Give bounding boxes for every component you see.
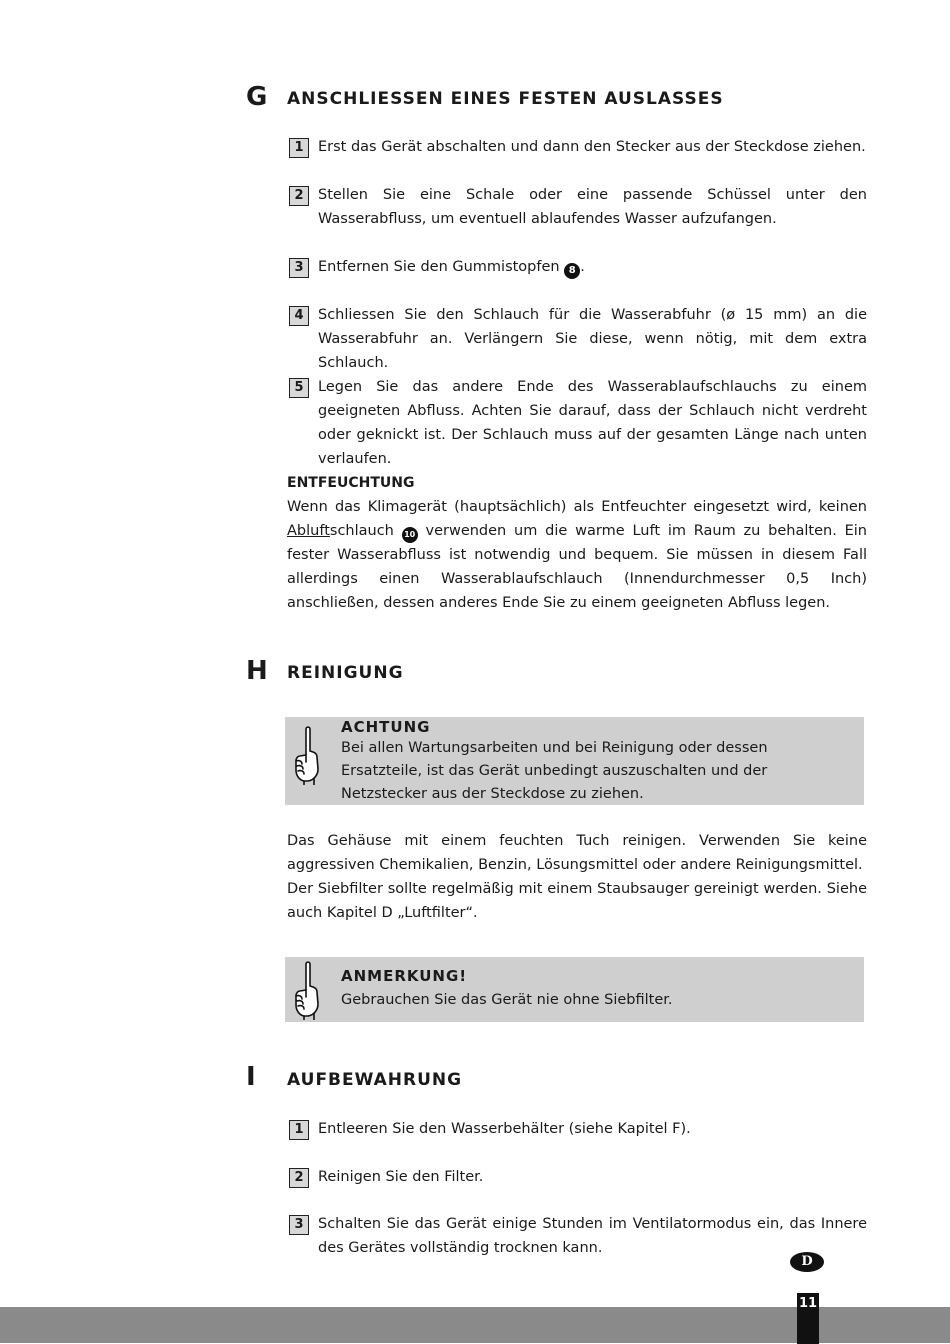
section-i-step-1 (289, 1120, 867, 1141)
section-g-step-3 (289, 258, 867, 279)
note-box (285, 957, 864, 1022)
dehum-text-before: Wenn das Klimagerät (hauptsächlich) als Entfeuchter eingesetzt wird, keinen (287, 499, 867, 515)
reference-number-10: 10 (402, 527, 418, 543)
step-text: Schalten Sie das Gerät einige Stunden im Ventilatormodus ein, das Innere des Gerätes vollständig trocknen kann. (318, 1216, 867, 1256)
dehum-text-mid: schlauch (329, 523, 402, 539)
section-g-title: ANSCHLIESSEN EINES FESTEN AUSLASSES (287, 89, 724, 109)
section-g-step-2 (289, 186, 867, 231)
section-i-title: AUFBEWAHRUNG (287, 1070, 463, 1090)
step-number: 5 (289, 378, 309, 398)
step-number: 3 (289, 258, 309, 278)
cleaning-paragraph-2: Der Siebfilter sollte regelmäßig mit einem Staubsauger gereinigt werden. Siehe auch Kapitel D „Luftfilter“. (287, 881, 867, 921)
note-title: ANMERKUNG! (341, 967, 468, 985)
section-i-step-2 (289, 1168, 867, 1189)
section-h-letter: H (246, 656, 268, 686)
cleaning-paragraph-1: Das Gehäuse mit einem feuchten Tuch reinigen. Verwenden Sie keine aggressiven Chemikalien, Benzin, Lösungsmittel oder andere Reinigungsmittel. (287, 833, 867, 873)
section-g-step-5 (289, 378, 867, 471)
section-g-step-1 (289, 138, 867, 159)
section-g-step-4 (289, 306, 867, 375)
warning-text: Bei allen Wartungsarbeiten und bei Reinigung oder dessen Ersatzteile, ist das Gerät unbedingt auszuschalten und der Netzstecker aus der Steckdose zu ziehen. (341, 740, 768, 802)
section-i-letter: I (246, 1062, 256, 1092)
step-text (318, 255, 867, 279)
step-number: 4 (289, 306, 309, 326)
section-h-title: REINIGUNG (287, 663, 404, 683)
dehum-text-after: verwenden um die warme Luft im Raum zu behalten. Ein fester Wasserabfluss ist notwendig und bequem. Sie müssen in diesem Fall allerdings einen Wasserablaufschlauch (Innendurchmesser 0,5 Inch) anschließen, dessen anderes Ende Sie zu einem geeigneten Abfluss legen. (287, 523, 867, 611)
step-number: 1 (289, 1120, 309, 1140)
section-i-step-3 (289, 1215, 867, 1260)
step-text: Legen Sie das andere Ende des Wasserablaufschlauchs zu einem geeigneten Abfluss. Achten Sie darauf, dass der Schlauch nicht verdreht oder geknickt ist. Der Schlauch muss auf der gesamten Länge nach unten verlaufen. (318, 379, 867, 467)
step-text: Erst das Gerät abschalten und dann den Stecker aus der Steckdose ziehen. (318, 139, 866, 155)
step-text: Reinigen Sie den Filter. (318, 1169, 484, 1185)
step-text: Stellen Sie eine Schale oder eine passende Schüssel unter den Wasserabfluss, um eventuell ablaufendes Wasser aufzufangen. (318, 187, 867, 227)
page-number: 11 (797, 1293, 819, 1344)
section-g-letter: G (246, 82, 268, 112)
step-text: Entleeren Sie den Wasserbehälter (siehe Kapitel F). (318, 1121, 691, 1137)
language-badge: D (790, 1252, 824, 1272)
pointing-hand-icon (292, 960, 324, 1020)
step-text-after: . (580, 259, 585, 275)
dehum-underlined: Abluft (287, 523, 330, 539)
step-number: 3 (289, 1215, 309, 1235)
step-text-before: Entfernen Sie den Gummistopfen (318, 259, 565, 275)
dehumidification-paragraph (287, 495, 867, 615)
step-text: Schliessen Sie den Schlauch für die Wasserabfuhr (ø 15 mm) an die Wasserabfuhr an. Verlängern Sie diese, wenn nötig, mit dem extra Schlauch. (318, 307, 867, 371)
warning-title: ACHTUNG (341, 718, 431, 736)
pointing-hand-icon (292, 725, 324, 785)
step-number: 1 (289, 138, 309, 158)
dehumidification-heading: ENTFEUCHTUNG (287, 475, 415, 491)
reference-number-8: 8 (564, 263, 580, 279)
step-number: 2 (289, 1168, 309, 1188)
note-text: Gebrauchen Sie das Gerät nie ohne Siebfilter. (341, 992, 673, 1008)
step-number: 2 (289, 186, 309, 206)
warning-box (285, 717, 864, 805)
